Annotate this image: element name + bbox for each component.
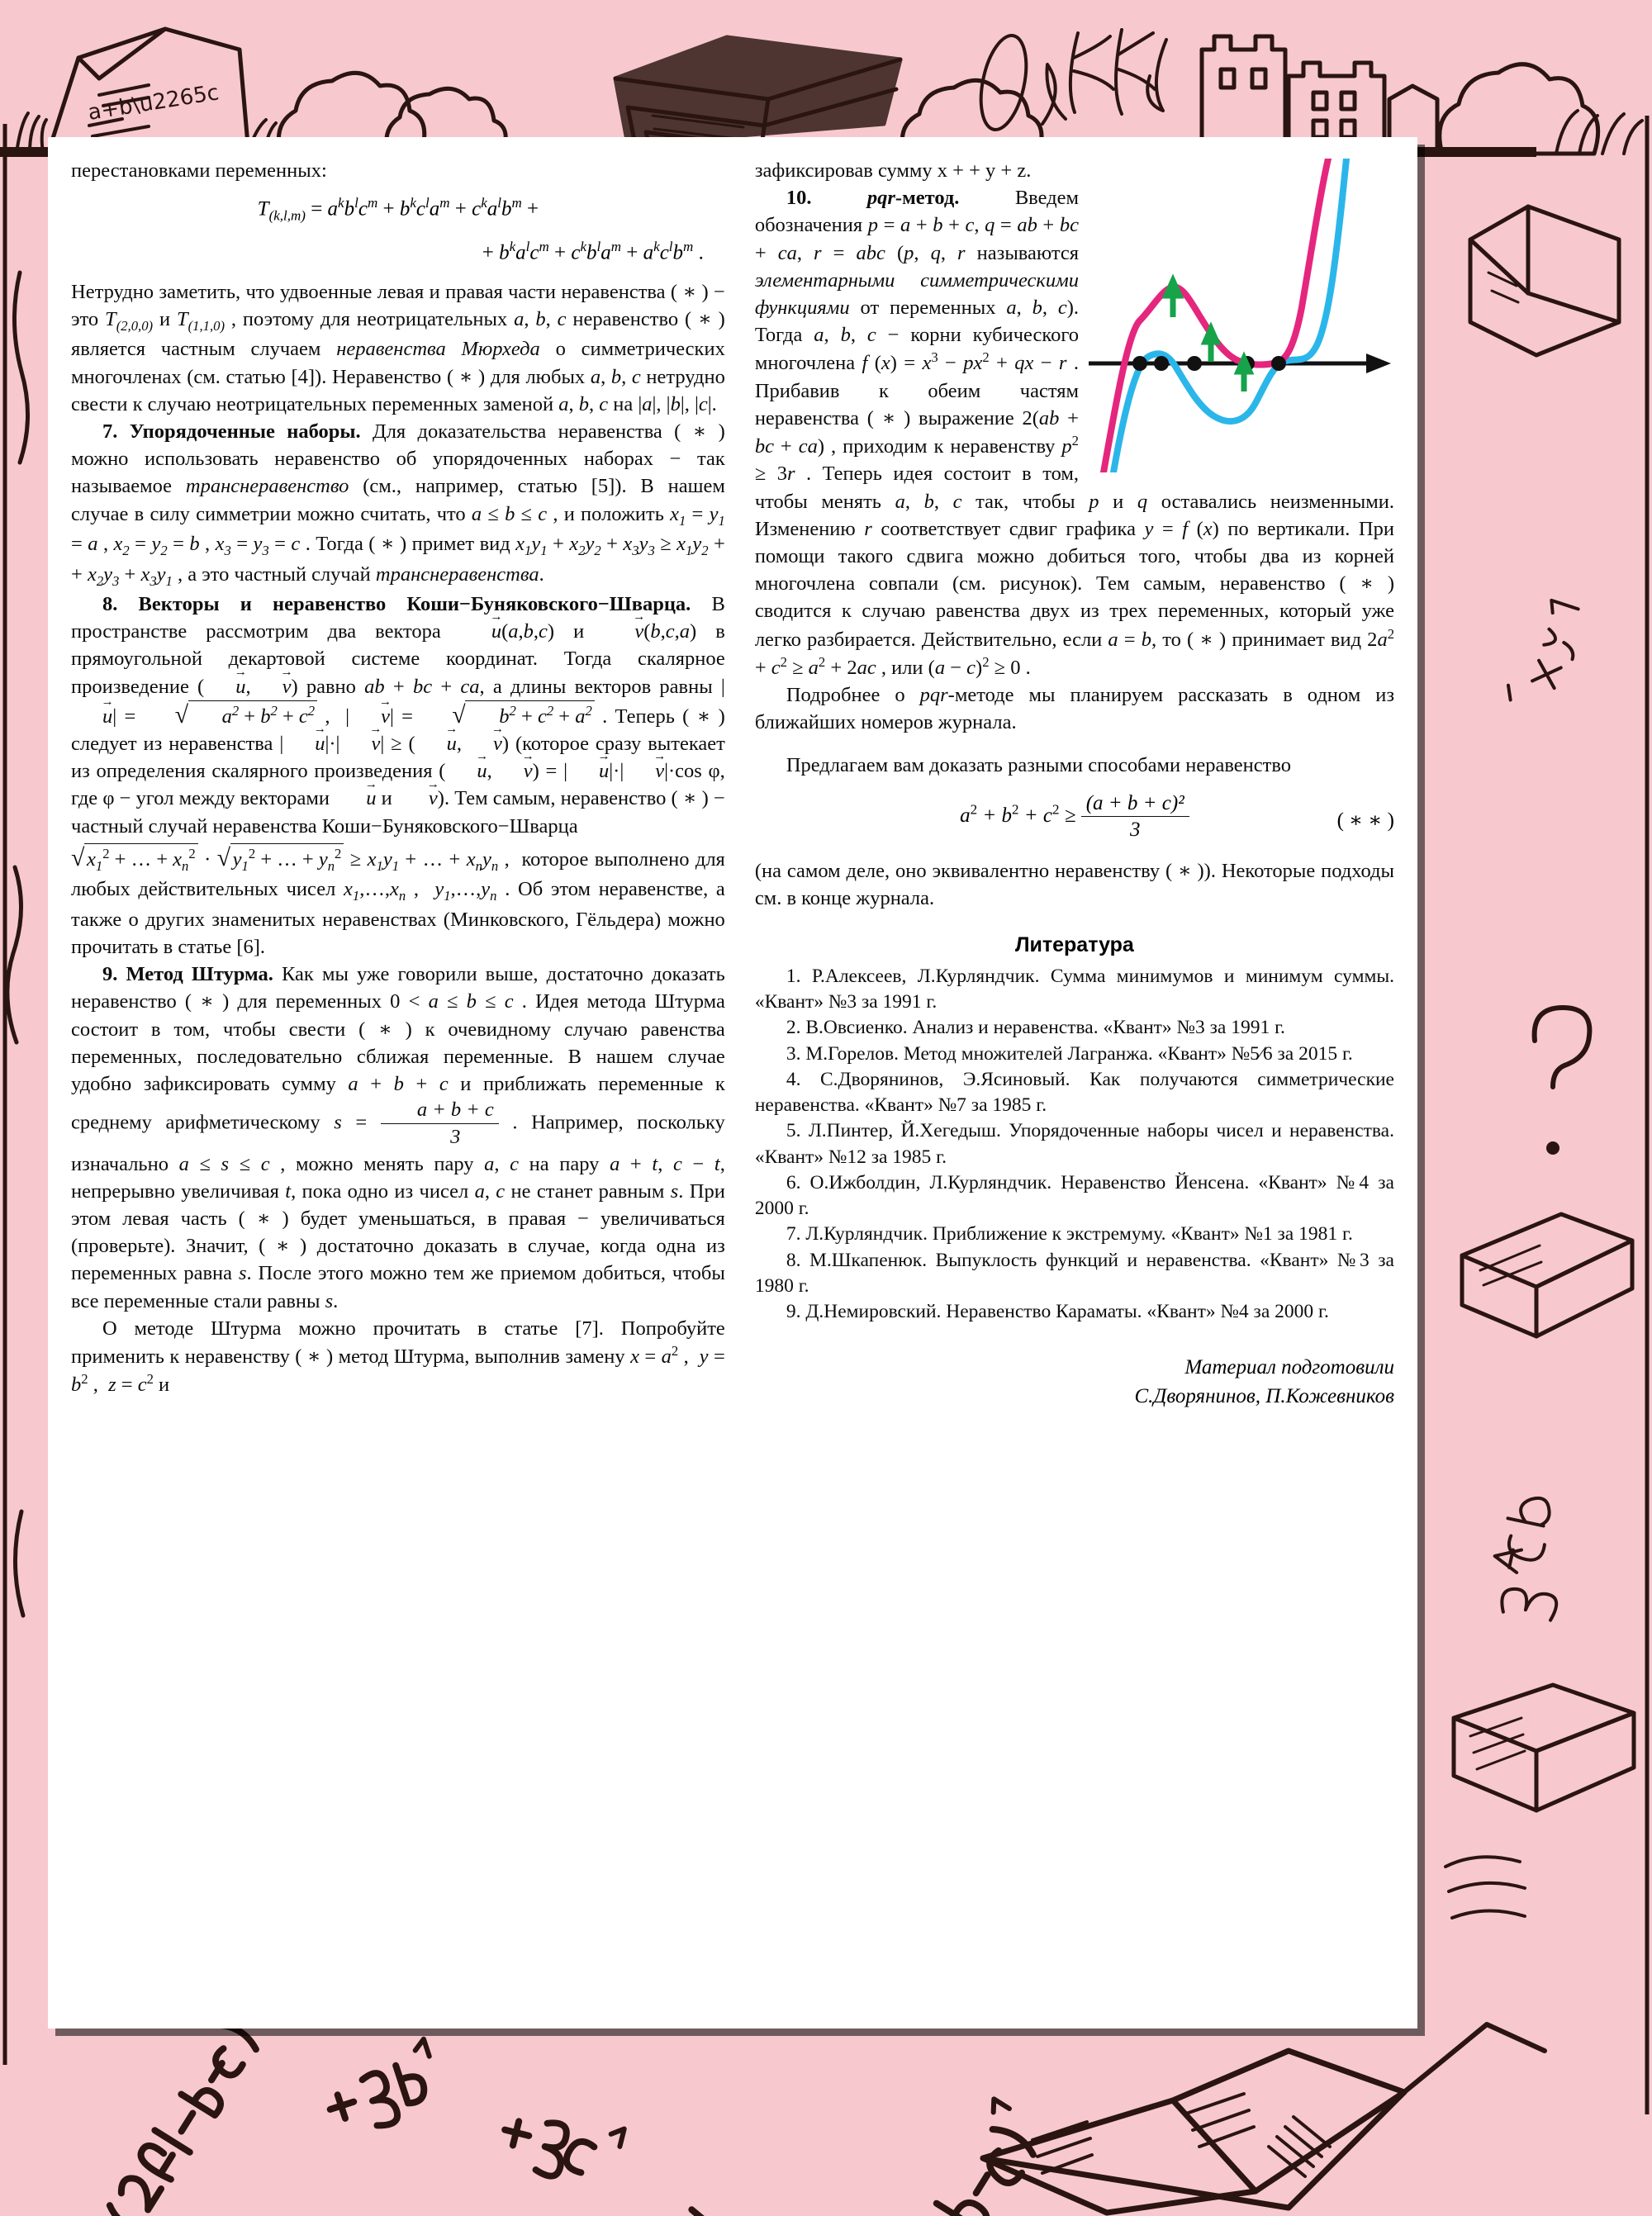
mean-numerator: a + b + c bbox=[381, 1098, 499, 1124]
svg-text:a+b\u2265c: a+b\u2265c bbox=[86, 80, 221, 126]
section-10-number: 10. bbox=[786, 187, 812, 210]
reference-item: 3. М.Горелов. Метод множителей Лагранжа. «Квант» №5⁄6 за 2015 г. bbox=[786, 1042, 1353, 1065]
reference-item: 8. М.Шкапенюк. Выпуклость функций и неравенства. «Квант» №3 за 1980 г. bbox=[754, 1249, 1394, 1297]
equation-double-star bbox=[755, 790, 1394, 844]
equation-T-klm-cont: + $b^ka^lc^m + c^kb^la^m + a^kc^lb^m$ . bbox=[482, 239, 704, 264]
two-column-layout bbox=[71, 157, 1394, 2020]
cubic-polynomial-figure bbox=[1089, 159, 1394, 472]
section-9-tail: О методе Штурма можно прочитать в статье [7]. Попробуйте применить к неравенству ( ∗ ) метод Штурма, выполнив замену $x = a^2$ , $y = b^2$ , $z = c^2$ и bbox=[71, 1317, 725, 1397]
section-7: 7. Упорядоченные наборы. Для доказательства неравенства ( ∗ ) можно использовать неравенство об упорядоченных наборах − так называемое транснеравенство (см., например, статью [5]). В нашем случае в силу симметрии можно считать, что a ≤ b ≤ c , и положить $x_1 = y_1 = a$ , $x_2 = y_2 = b$ , $x_3 = y_3 = c$ . Тогда ( ∗ ) примет вид $x_1y_1 + x_2y_2 + x_3y_3 \ge x_1y_2$ + + $x_2y_3 + x_3y_1$ , а это частный случай транснеравенства. bbox=[71, 420, 725, 589]
curve-shifted-magenta bbox=[1104, 159, 1328, 472]
signature-line-2: С.Дворянинов, П.Кожевников bbox=[1134, 1385, 1394, 1408]
section-9: 9. Метод Штурма. Как мы уже говорили выше, достаточно доказать неравенство ( ∗ ) для переменных 0 < a ≤ b ≤ c . Идея метода Штурма состоит в том, чтобы свести ( ∗ ) к очевидному случаю равенства переменных, последовательно сближая переменные. В нашем случае удобно зафиксировать сумму a + b + c и приближать переменные к среднему арифметическому s = $\frac{a + b + c}{3}$ . Например, поскольку изначально a ≤ s ≤ c , можно менять пару a, c на пару a + t, c − t, непрерывно увеличивая t, пока одно из чисел a, c не станет равным s. При этом левая часть ( ∗ ) будет уменьшаться, в правая − увеличиваться (проверьте). Значит, ( ∗ ) достаточно доказать в случае, когда одна из переменных равна s. После этого можно тем же приемом добиться, чтобы все переменные стали равны s. bbox=[71, 963, 725, 1312]
section-10: 10. pqr-метод. Введем обозначения p = a + b + c, q = ab + bc + ca, r = abc (p, q, r называются элементарными симметрическими функциями от переменных a, b, c). Тогда a, b, c − корни кубического многочлена f $(x) = x^3 - px^2$ + qx − r . Прибавив к обеим частям неравенства ( ∗ ) выражение 2(ab + bc + ca) , приходим к неравенству $p^2 \ge 3r$ . Теперь идея состоит в том, чтобы менять a, b, c так, чтобы p и q оставались неизменными. Изменению r соответствует сдвиг графика y = f (x) по вертикали. При помощи такого сдвига можно добиться того, чтобы два из корней многочлена совпали (см. рисунок). Тем самым, неравенство ( ∗ ) сводится к случаю равенства двух из трех переменных, который уже легко разбирается. Действительно, если a = b, то ( ∗ ) принимает вид $2a^2 + c^2 \ge a^2 + 2ac$ , или $(a - c)^2 \ge 0$ . bbox=[754, 187, 1395, 679]
article-page bbox=[48, 137, 1417, 2029]
reference-item: 1. Р.Алексеев, Л.Курляндчик. Сумма минимумов и минимум суммы. «Квант» №3 за 1991 г. bbox=[754, 965, 1394, 1013]
equation-cauchy-bunyakovsky: √ $x_1^2$ + … + $x_n^2$ · √ $y_1^2$ + … + $y_n^2 \ge x_1y_1$ + … + $x_ny_n$ , которое выполнено для любых действительных чисел $x_1,\dots,x_n$ , $y_1,\dots,y_n$ . Об этом неравенстве, а также о других знаменитых неравенствах (Минковского, Гёльдера) можно прочитать в статье [6]. bbox=[71, 843, 725, 961]
decor-right-sketch bbox=[1412, 116, 1652, 2114]
reference-item: 2. В.Овсиенко. Анализ и неравенства. «Квант» №3 за 1991 г. bbox=[786, 1017, 1285, 1039]
root-dot bbox=[1154, 356, 1169, 371]
section-10-tail: Подробнее о pqr-методе мы планируем рассказать в одном из ближайших номеров журнала. bbox=[754, 684, 1395, 734]
right-continuation: зафиксировав сумму x + + y + z. bbox=[754, 159, 1032, 182]
eq-lhs: $a^2 + b^2 + c^2$ ≥ bbox=[960, 801, 1076, 827]
reference-item: 7. Л.Курляндчик. Приближение к экстремуму. «Квант» №1 за 1981 г. bbox=[786, 1223, 1353, 1246]
paragraph-murhead: Нетрудно заметить, что удвоенные левая и правая части неравенства ( ∗ ) − это $T_{(2,0,0)}$ и $T_{(1,1,0)}$ , поэтому для неотрицательных a, b, c неравенство ( ∗ ) является частным случаем неравенства Мюрхеда о симметрических многочленах (см. статью [4]). Неравенство ( ∗ ) для любых a, b, c нетрудно свести к случаю неотрицательных переменных заменой a, b, c на |a|, |b|, |c|. bbox=[71, 280, 725, 415]
reference-item: 5. Л.Пинтер, Й.Хегедыш. Упорядоченные наборы чисел и неравенства. «Квант» №12 за 1985 г. bbox=[754, 1120, 1394, 1168]
reference-item: 6. О.Ижболдин, Л.Курляндчик. Неравенство Йенсена. «Квант» №4 за 2000 г. bbox=[754, 1171, 1394, 1220]
section-9-heading: 9. Метод Штурма. bbox=[102, 963, 273, 986]
offer-paragraph: Предлагаем вам доказать разными способами неравенство bbox=[786, 753, 1292, 776]
reference-item: 4. С.Дворянинов, Э.Ясиновый. Как получаются симметрические неравенства. «Квант» №7 за 1985 г. bbox=[754, 1068, 1394, 1117]
decor-bottom-sketch bbox=[0, 2001, 1652, 2216]
section-8: 8. Векторы и неравенство Коши−Буняковского−Шварца. В пространстве рассмотрим два вектора u →(a,b,c) и v →(b,c,a) в прямоугольной декартовой системе координат. Тогда скалярное произведение ( u →, v →) равно ab + bc + ca, а длины векторов равны |u →| = √ $a^2 + b^2 + c^2$ , | v →| = √ $b^2 + c^2 + a^2$ . Теперь ( ∗ ) следует из неравенства | u →|·| v →| ≥ ( u →, v →) (которое сразу вытекает из определения скалярного произведения ( u →, v →) = | u →|·| v →|·cos φ, где φ − угол между векторами u → и v →). Тем самым, неравенство ( ∗ ) − частный случай неравенства Коши−Буняковского−Шварца bbox=[71, 591, 725, 840]
eq-fraction bbox=[1081, 790, 1189, 844]
section-10-heading-rest: -метод. bbox=[895, 187, 960, 210]
eq-denominator: 3 bbox=[1129, 819, 1141, 841]
lead-paragraph: перестановками переменных: bbox=[71, 159, 327, 182]
right-column bbox=[755, 157, 1394, 2020]
x-axis-arrowhead bbox=[1366, 354, 1391, 373]
eq-tag-double-star: ( ∗ ∗ ) bbox=[1336, 809, 1394, 832]
root-dot bbox=[1271, 356, 1286, 371]
section-7-heading: 7. Упорядоченные наборы. bbox=[102, 420, 361, 444]
after-equation-paragraph: (на самом деле, оно эквивалентно неравенству ( ∗ )). Некоторые подходы см. в конце журнала. bbox=[754, 859, 1394, 909]
figure-svg bbox=[1089, 159, 1394, 472]
section-10-pqr: pqr bbox=[866, 187, 895, 210]
root-dot bbox=[1187, 356, 1202, 371]
section-8-heading: 8. Векторы и неравенство Коши−Буняковского−Шварца. bbox=[102, 592, 691, 615]
decor-top-sketch bbox=[0, 0, 1652, 157]
signature-line-1: Материал подготовили bbox=[1184, 1356, 1394, 1379]
equation-T-klm: $T_{(k,l,m)} = a^kb^lc^m + b^kc^la^m + c^ka^lb^m$ + bbox=[257, 195, 539, 224]
reference-item: 9. Д.Немировский. Неравенство Караматы. «Квант» №4 за 2000 г. bbox=[786, 1301, 1329, 1323]
root-dot bbox=[1132, 356, 1147, 371]
mean-denominator: 3 bbox=[450, 1125, 461, 1148]
left-column bbox=[71, 157, 725, 2020]
eq-numerator: (a + b + c)² bbox=[1081, 790, 1189, 817]
signature-block bbox=[755, 1353, 1394, 1411]
literature-heading: Литература bbox=[1014, 932, 1134, 956]
